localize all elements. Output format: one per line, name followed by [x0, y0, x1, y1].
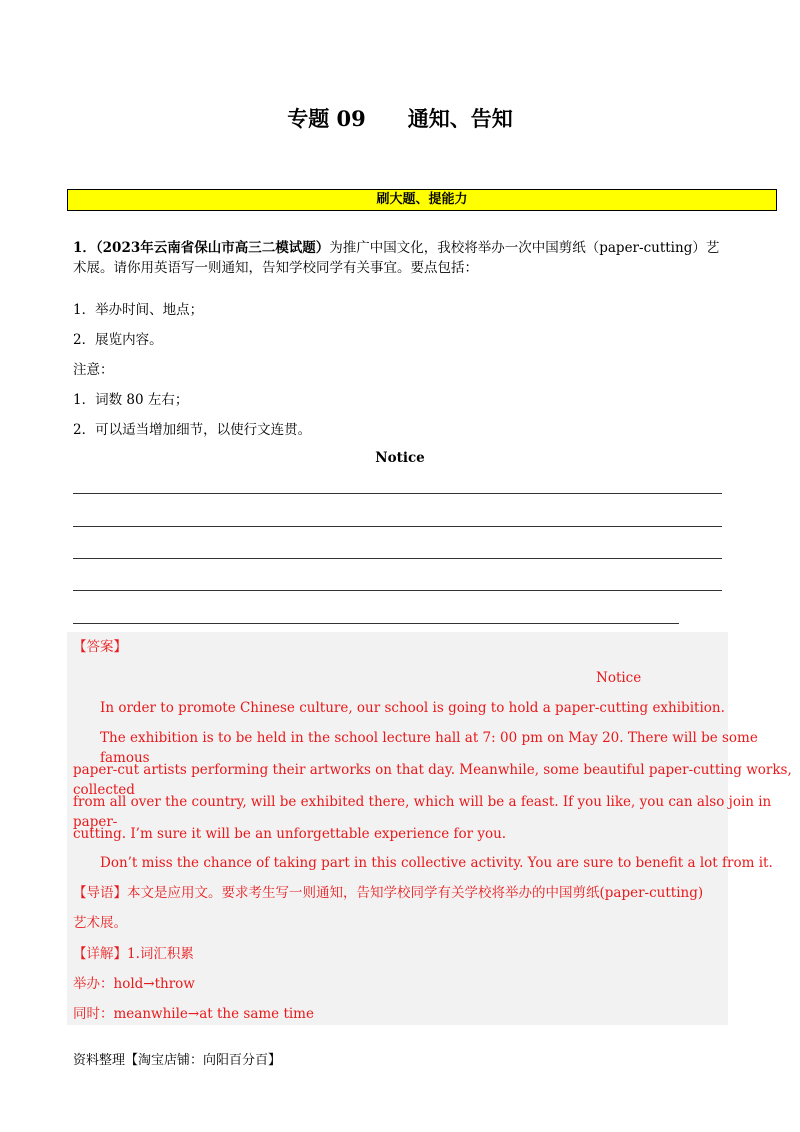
answer-paragraph-2-line: cutting. I’m sure it will be an unforgettable experience for you. [73, 826, 507, 842]
vocab-item: 同时：meanwhile→at the same time [73, 1006, 314, 1022]
section-banner: 刷大题、提能力 [67, 189, 777, 211]
vocab-item: 举办：hold→throw [73, 976, 195, 992]
guide-text: 艺术展。 [73, 915, 127, 931]
point-1: 1．举办时间、地点； [73, 302, 204, 318]
writing-line [73, 558, 722, 559]
note-2: 2．可以适当增加细节，以使行文连贯。 [73, 422, 312, 438]
answer-paragraph-2-line: from all over the country, will be exhibited there, which will be a feast. If you like, you can also join in paper- [73, 794, 772, 830]
note-label: 注意： [73, 362, 114, 378]
answer-paragraph-2-line: The exhibition is to be held in the school lecture hall at 7: 00 pm on May 20. There will be some famous [100, 730, 758, 766]
answer-label: 【答案】 [73, 639, 127, 655]
question-1 [73, 238, 721, 278]
detail-label: 【详解】1.词汇积累 [73, 946, 194, 962]
page-title: 专题 09 通知、告知 [287, 106, 513, 131]
answer-paragraph-2-line: paper-cut artists performing their artworks on that day. Meanwhile, some beautiful paper-cutting works, collected [73, 762, 792, 798]
answer-paragraph-3: Don’t miss the chance of taking part in this collective activity. You are sure to benefit a lot from it. [100, 855, 773, 871]
point-2: 2．展览内容。 [73, 332, 163, 348]
writing-line [73, 623, 679, 624]
answer-paragraph-1: In order to promote Chinese culture, our school is going to hold a paper-cutting exhibition. [100, 700, 725, 716]
question-prompt: 为推广中国文化，我校将举办一次中国剪纸（paper-cutting）艺术展。请你用英语写一则通知，告知学校同学有关事宜。要点包括： [73, 240, 720, 276]
writing-line [73, 526, 722, 527]
note-1: 1．词数 80 左右； [73, 392, 189, 408]
writing-line [73, 493, 722, 494]
writing-title: Notice [375, 450, 425, 466]
guide-text: 【导语】本文是应用文。要求考生写一则通知，告知学校同学有关学校将举办的中国剪纸(paper-cutting) [73, 885, 704, 901]
writing-line [73, 590, 722, 591]
answer-notice-title: Notice [596, 670, 642, 686]
question-source: （2023年云南省保山市高三二模试题） [95, 240, 330, 256]
question-number: 1． [73, 240, 96, 256]
footer-note: 资料整理【淘宝店铺：向阳百分百】 [73, 1053, 282, 1068]
